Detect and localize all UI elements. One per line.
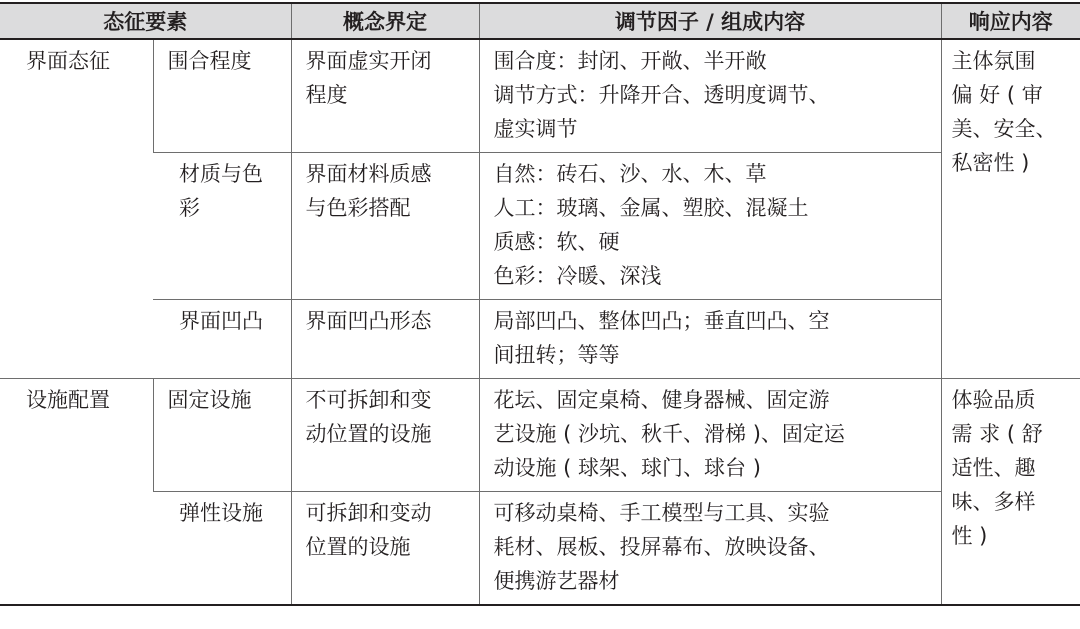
table-row [0,300,1080,379]
content-cell [479,39,941,153]
table-row [0,379,1080,492]
content-cell-line: 动设施 ( 球架、球门、球台 ) [493,456,761,480]
header-row [0,3,1080,39]
factor-cell-line: 材质与色 [179,162,263,186]
content-cell-line: 调节方式：升降开合、透明度调节、 [493,83,830,107]
response-cell-line: 体验品质 [951,388,1036,412]
content-cell-line: 花坛、固定桌椅、健身器械、固定游 [493,388,830,412]
content-cell-line: 人工：玻璃、金属、塑胶、混凝土 [493,196,809,220]
response-cell-line: 主体氛围 [951,49,1036,73]
table-row [0,39,1080,153]
concept-cell-line: 界面凹凸形态 [305,309,432,333]
response-cell-line: 性 ) [951,524,988,548]
group-name-cell: 界面态征 [26,49,110,73]
response-cell-line: 私密性 ) [951,151,1030,175]
concept-cell-line: 可拆卸和变动 [305,501,432,525]
response-cell-line: 适性、趣 [951,456,1036,480]
header-response: 响应内容 [941,3,1080,39]
factor-cell-line: 界面凹凸 [179,309,263,333]
response-cell-line: 需 求 ( 舒 [951,422,1043,446]
content-cell-line: 虚实调节 [493,117,578,141]
table-row [0,153,1080,300]
factor-cell-line: 弹性设施 [179,501,263,525]
content-cell-line: 艺设施 ( 沙坑、秋千、滑梯 )、固定运 [493,422,845,446]
concept-cell [291,300,479,379]
content-cell-line: 耗材、展板、投屏幕布、放映设备、 [493,535,830,559]
factor-cell [153,379,291,492]
table-row [0,492,1080,606]
factor-cell-line: 彩 [179,196,200,220]
content-cell-line: 便携游艺器材 [493,569,620,593]
content-cell-line: 质感：软、硬 [493,230,620,254]
concept-cell-line: 不可拆卸和变 [305,388,432,412]
content-cell-line: 围合度：封闭、开敞、半开敞 [493,49,767,73]
content-cell-line: 局部凹凸、整体凹凸；垂直凹凸、空 [493,309,830,333]
concept-cell-line: 界面材料质感 [305,162,432,186]
response-cell-line: 美、安全、 [951,117,1057,141]
concept-cell [291,379,479,492]
content-cell [479,153,941,300]
content-cell-line: 色彩：冷暖、深浅 [493,264,662,288]
content-cell-line: 间扭转；等等 [493,343,620,367]
factor-cell [153,492,291,606]
attribute-table [0,2,1080,606]
header-element: 态征要素 [0,3,291,39]
response-cell-line: 味、多样 [951,490,1036,514]
content-cell-line: 可移动桌椅、手工模型与工具、实验 [493,501,830,525]
content-cell [479,300,941,379]
group-name-cell: 设施配置 [0,379,153,606]
concept-cell-line: 界面虚实开闭 [305,49,432,73]
content-cell-line: 自然：砖石、沙、水、木、草 [493,162,767,186]
response-cell [941,379,1080,606]
factor-cell-line: 固定设施 [167,388,252,412]
concept-cell-line: 程度 [305,83,348,107]
concept-cell-line: 与色彩搭配 [305,196,411,220]
factor-cell [153,39,291,153]
concept-cell [291,39,479,153]
header-content: 调节因子 / 组成内容 [479,3,941,39]
factor-cell [153,153,291,300]
response-cell-line: 偏 好 ( 审 [951,83,1043,107]
table-body [0,39,1080,605]
concept-cell-line: 位置的设施 [305,535,411,559]
factor-cell-line: 围合程度 [167,49,252,73]
concept-cell-line: 动位置的设施 [305,422,432,446]
content-cell [479,379,941,492]
content-cell [479,492,941,606]
concept-cell [291,492,479,606]
factor-cell [153,300,291,379]
response-cell [941,39,1080,379]
header-concept: 概念界定 [291,3,479,39]
concept-cell [291,153,479,300]
